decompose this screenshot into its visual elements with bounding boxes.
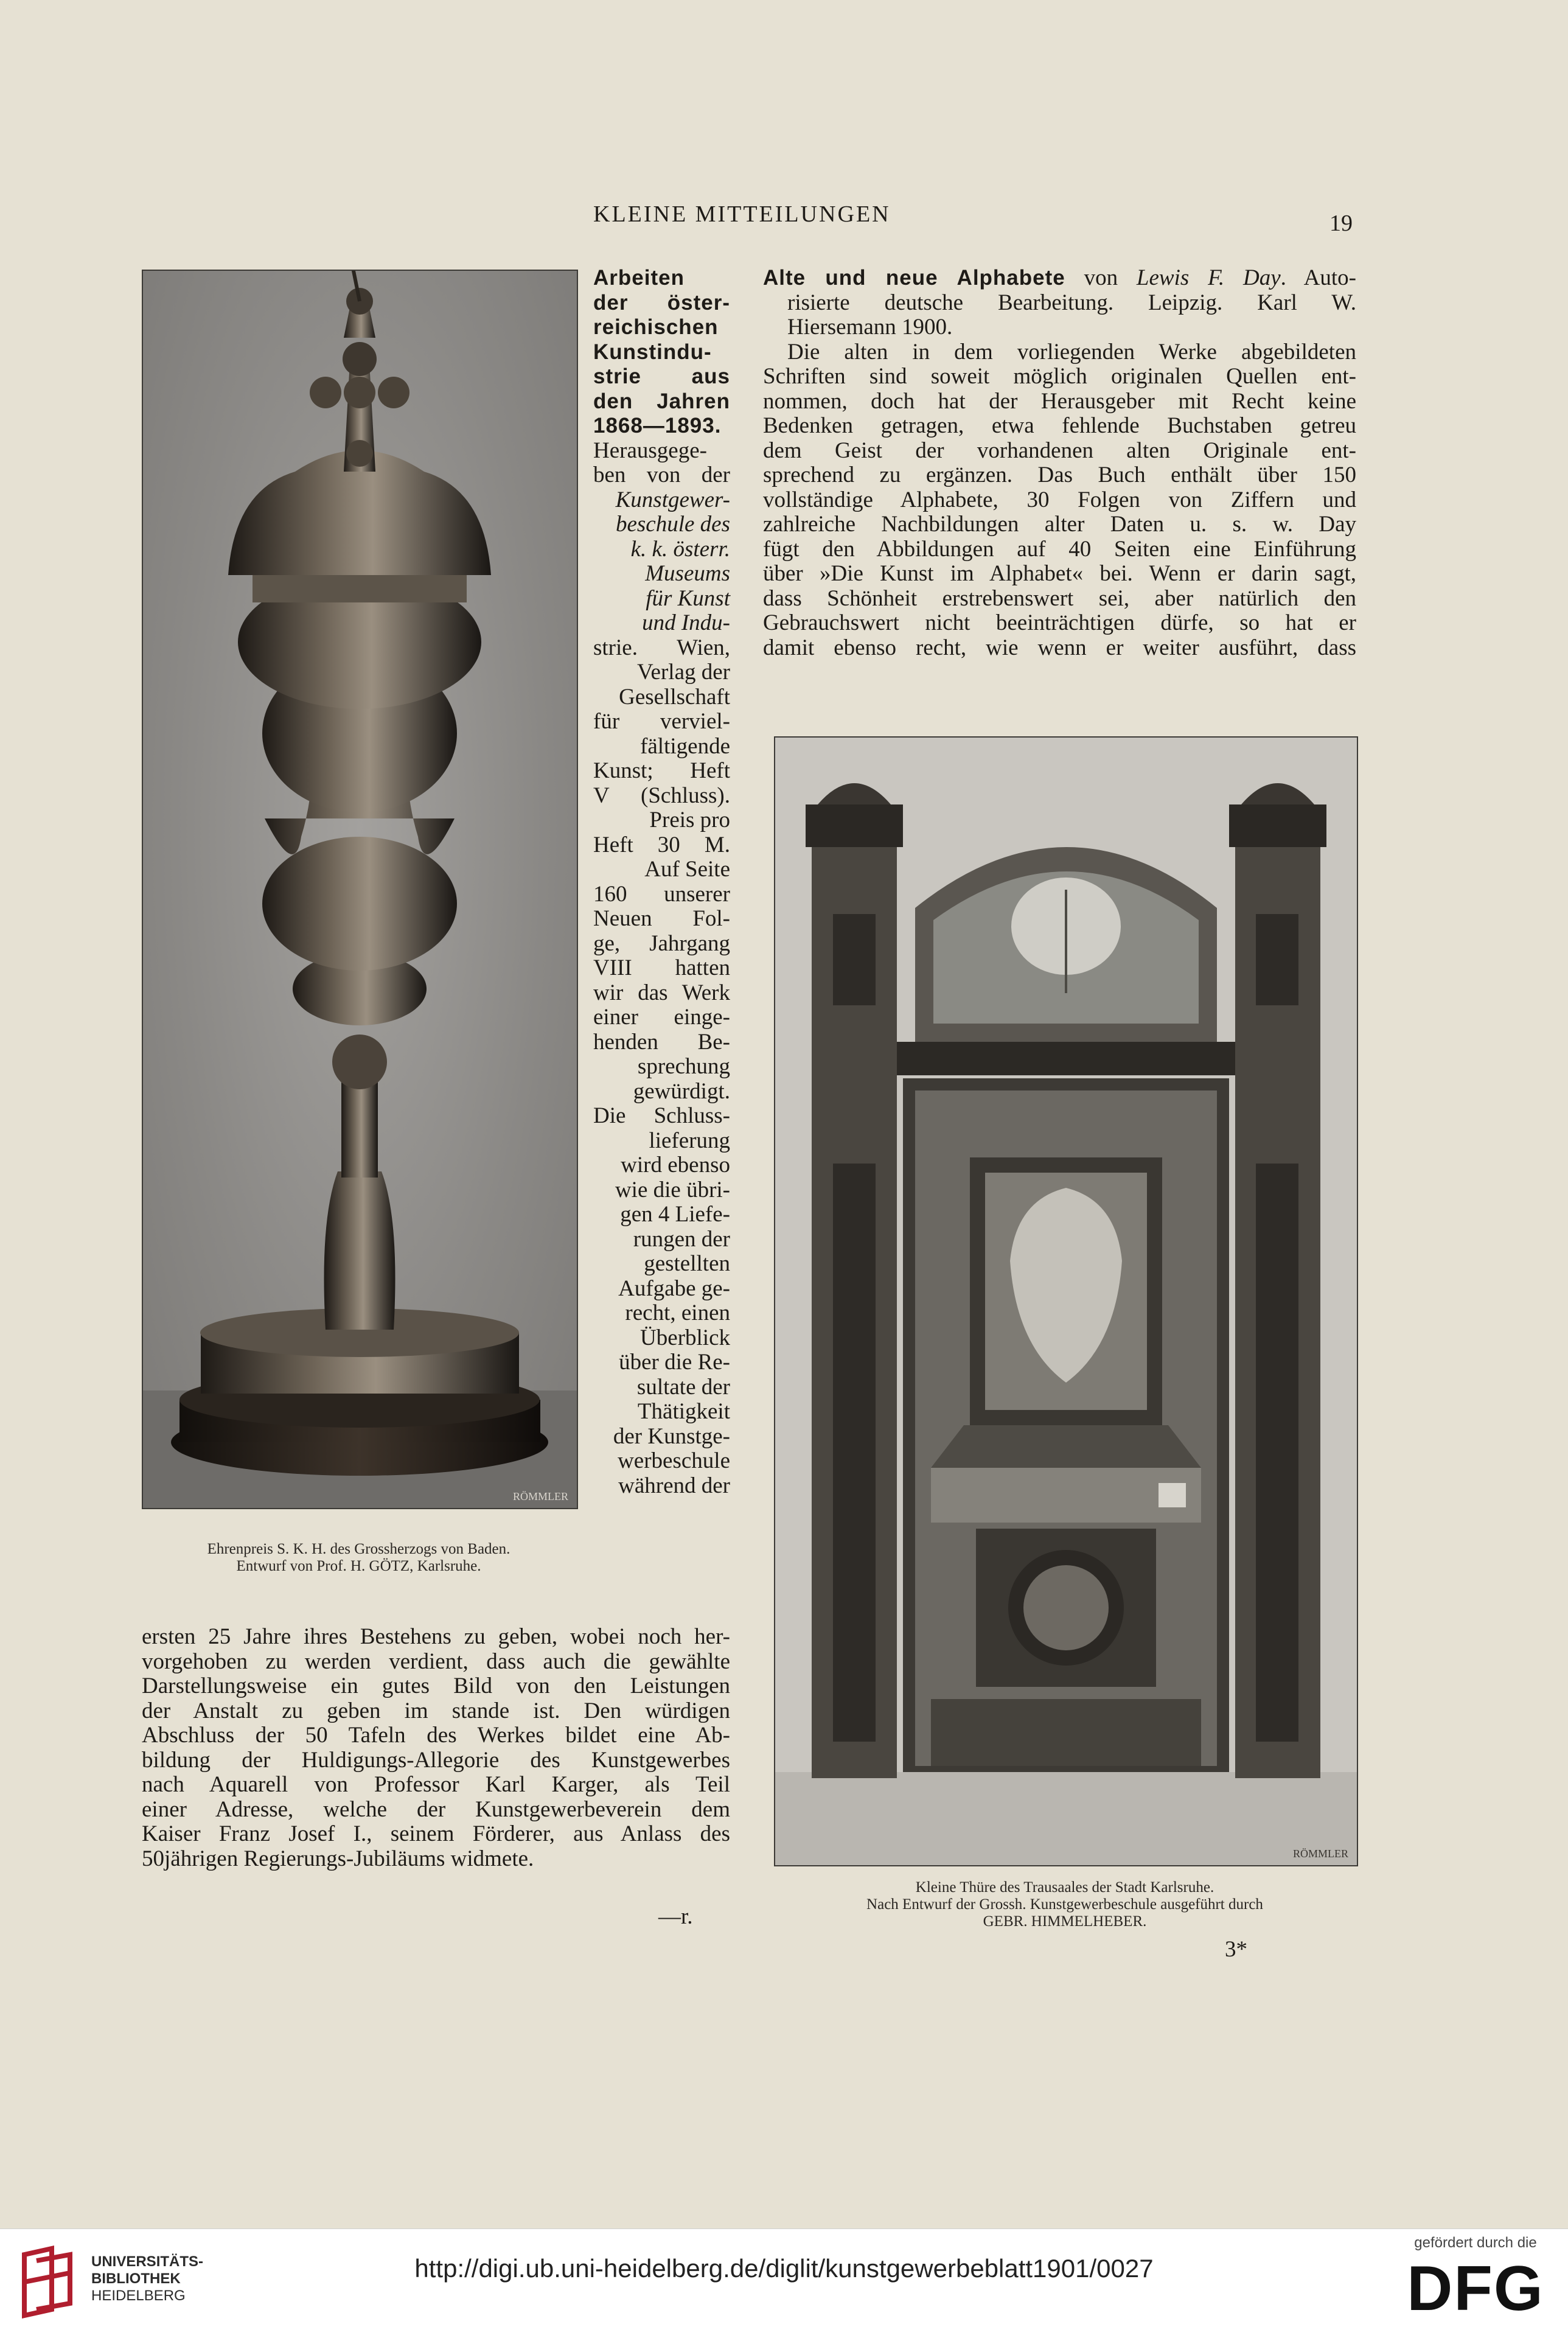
article-title-line: den Jahren (593, 389, 730, 413)
text-line: werbeschule (618, 1448, 730, 1473)
text-line: gewürdigt. (633, 1078, 730, 1104)
text-line: sprechung (637, 1054, 730, 1079)
text-line: Die Schluss- (593, 1103, 730, 1128)
heading-connector: von (1065, 265, 1137, 290)
text-line: Überblick (640, 1325, 730, 1350)
text-line: wir das Werk (593, 980, 730, 1005)
funding-note: gefördert durch die (1414, 2235, 1537, 2251)
text-line: k. k. österr. (630, 536, 730, 562)
text-line: Gesellschaft (619, 684, 730, 710)
text-line: ge, Jahrgang (593, 930, 730, 956)
article-signature: —r. (658, 1904, 693, 1929)
text-line: zahlreiche Nachbildungen alter Daten u. s. w. Day (763, 512, 1356, 537)
text-line: Kaiser Franz Josef I., seinem Förderer, aus Anlass des (142, 1821, 730, 1846)
text-line: Museums (645, 561, 730, 586)
caption-line: GEBR. HIMMELHEBER. (983, 1913, 1147, 1930)
text-line: strie. Wien, (593, 635, 730, 660)
text-line: dem Geist der vorhandenen alten Originale ent- (763, 438, 1356, 463)
library-name-line: HEIDELBERG (91, 2287, 186, 2304)
library-name-line: BIBLIOTHEK (91, 2270, 181, 2287)
text-line: einer einge- (593, 1005, 730, 1030)
footer-bar (0, 2228, 1568, 2338)
photo-credit: RÖMMLER (512, 1490, 568, 1502)
text-line: fügt den Abbildungen auf 40 Seiten eine Einführung (763, 536, 1356, 562)
heading-tail: . Auto- (1280, 265, 1356, 290)
text-line: beschule des (615, 512, 730, 537)
caption-line: Entwurf von Prof. H. GÖTZ, Karlsruhe. (236, 1558, 481, 1574)
text-line: Herausgege- (593, 438, 707, 463)
text-line: Darstellungsweise ein gutes Bild von den Leistungen (142, 1673, 730, 1698)
article-title-line: 1868—1893. (593, 414, 722, 438)
article-arbeiten-column (593, 266, 730, 1498)
text-line: Verlag der (636, 660, 730, 685)
text-line: vollständige Alphabete, 30 Folgen von Ziffern und (763, 487, 1356, 512)
text-line: einer Adresse, welche der Kunstgewerbeverein dem (142, 1796, 730, 1822)
text-line: Gebrauchswert nicht beeinträchtigen dürfe, so hat er (763, 610, 1356, 635)
text-line: der Anstalt zu geben im stande ist. Den würdigen (142, 1698, 730, 1723)
text-line: Abschluss der 50 Tafeln des Werkes bildet eine Ab- (142, 1723, 730, 1748)
text-line: VIII hatten (593, 955, 730, 980)
article-title-line: Kunstindu- (593, 340, 712, 364)
text-line: gen 4 Liefe- (620, 1202, 730, 1227)
text-line: sprechend zu ergänzen. Das Buch enthält über 150 (763, 462, 1356, 487)
text-line: Auf Seite (644, 857, 730, 882)
text-line: Die alten in dem vorliegenden Werke abgebildeten (787, 339, 1356, 365)
text-line: gestellten (644, 1251, 730, 1276)
text-line: wird ebenso (621, 1153, 730, 1178)
library-name-line: UNIVERSITÄTS- (91, 2253, 204, 2270)
text-line: Thätigkeit (637, 1399, 730, 1424)
text-line: nommen, doch hat der Herausgeber mit Recht keine (763, 388, 1356, 414)
text-line: Neuen Fol- (593, 906, 730, 931)
text-line: V (Schluss). (593, 783, 730, 808)
text-line: vorgehoben zu werden verdient, dass auch die gewählte (142, 1649, 730, 1674)
article-alphabete (763, 266, 1356, 660)
caption-line: Kleine Thüre des Trausaales der Stadt Karlsruhe. (915, 1879, 1214, 1896)
text-line: über »Die Kunst im Alphabet« bei. Wenn er darin sagt, (763, 561, 1356, 586)
article-title-line: der öster- (593, 290, 730, 315)
text-line: 50jährigen Regierungs-Jubiläums widmete. (142, 1846, 534, 1871)
caption-line: Nach Entwurf der Grossh. Kunstgewerbeschule ausgeführt durch (866, 1896, 1263, 1913)
text-line: ben von der (593, 462, 730, 487)
dfg-logo[interactable]: DFG (1407, 2253, 1544, 2324)
text-line: Schriften sind soweit möglich originalen Quellen ent- (763, 364, 1356, 389)
text-line: risierte deutsche Bearbeitung. Leipzig. Karl W. (787, 290, 1356, 315)
text-line: der Kunstge- (613, 1423, 730, 1449)
text-line: 160 unserer (593, 881, 730, 907)
text-line: recht, einen (625, 1300, 730, 1325)
article-title-line: reichischen (593, 315, 719, 339)
article-author: Lewis F. Day (1136, 265, 1281, 290)
page-number: 19 (1329, 211, 1353, 236)
text-line: Preis pro (649, 808, 730, 832)
signature-mark: 3* (1225, 1937, 1247, 1962)
text-line: ersten 25 Jahre ihres Bestehens zu geben, wobei noch her- (142, 1624, 730, 1649)
text-line: während der (618, 1473, 730, 1498)
text-line: Kunstgewer- (615, 487, 730, 512)
photo-credit: RÖMMLER (1292, 1848, 1348, 1860)
door-illustration (774, 736, 1358, 1866)
article-title: Alte und neue Alphabete (763, 266, 1065, 290)
text-line: nach Aquarell von Professor Karl Karger, als Teil (142, 1772, 730, 1797)
article-title-line: Arbeiten (593, 266, 685, 290)
text-line: sultate der (636, 1374, 730, 1400)
text-line: dass Schönheit erstrebenswert sei, aber natürlich den (763, 585, 1356, 611)
article-title-line: strie aus (593, 365, 730, 388)
text-line: Kunst; Heft (593, 758, 730, 783)
cup-illustration (142, 270, 578, 1509)
text-line: Hiersemann 1900. (787, 315, 953, 340)
text-line: damit ebenso recht, wie wenn er weiter ausführt, dass (763, 635, 1356, 660)
caption-line: Ehrenpreis S. K. H. des Grossherzogs von Baden. (207, 1541, 510, 1557)
text-line: Aufgabe ge- (618, 1275, 730, 1301)
text-line: lieferung (649, 1128, 730, 1153)
cup-caption (142, 1541, 576, 1575)
text-line: für Kunst (646, 585, 730, 611)
text-line: wie die übri- (615, 1177, 730, 1202)
text-line: henden Be- (593, 1029, 730, 1055)
text-line: rungen der (633, 1226, 730, 1252)
article-heading-line (763, 266, 1356, 291)
text-line: Heft 30 M. (593, 832, 730, 857)
text-line: und Indu- (642, 610, 730, 635)
text-line: fältigende (640, 733, 730, 759)
article-arbeiten-continuation (142, 1625, 730, 1871)
cup-drawing (143, 271, 577, 1508)
text-line: bildung der Huldigungs-Allegorie des Kunstgewerbes (142, 1747, 730, 1773)
door-drawing (775, 738, 1357, 1865)
text-line: Bedenken getragen, etwa fehlende Buchstaben getreu (763, 413, 1356, 438)
permalink-url[interactable]: http://digi.ub.uni-heidelberg.de/diglit/kunstgewerbeblatt1901/0027 (414, 2254, 1154, 2283)
text-line: für verviel- (593, 709, 730, 734)
running-head-title: KLEINE MITTEILUNGEN (593, 201, 891, 227)
door-caption (768, 1879, 1362, 1930)
text-line: über die Re- (619, 1350, 730, 1375)
